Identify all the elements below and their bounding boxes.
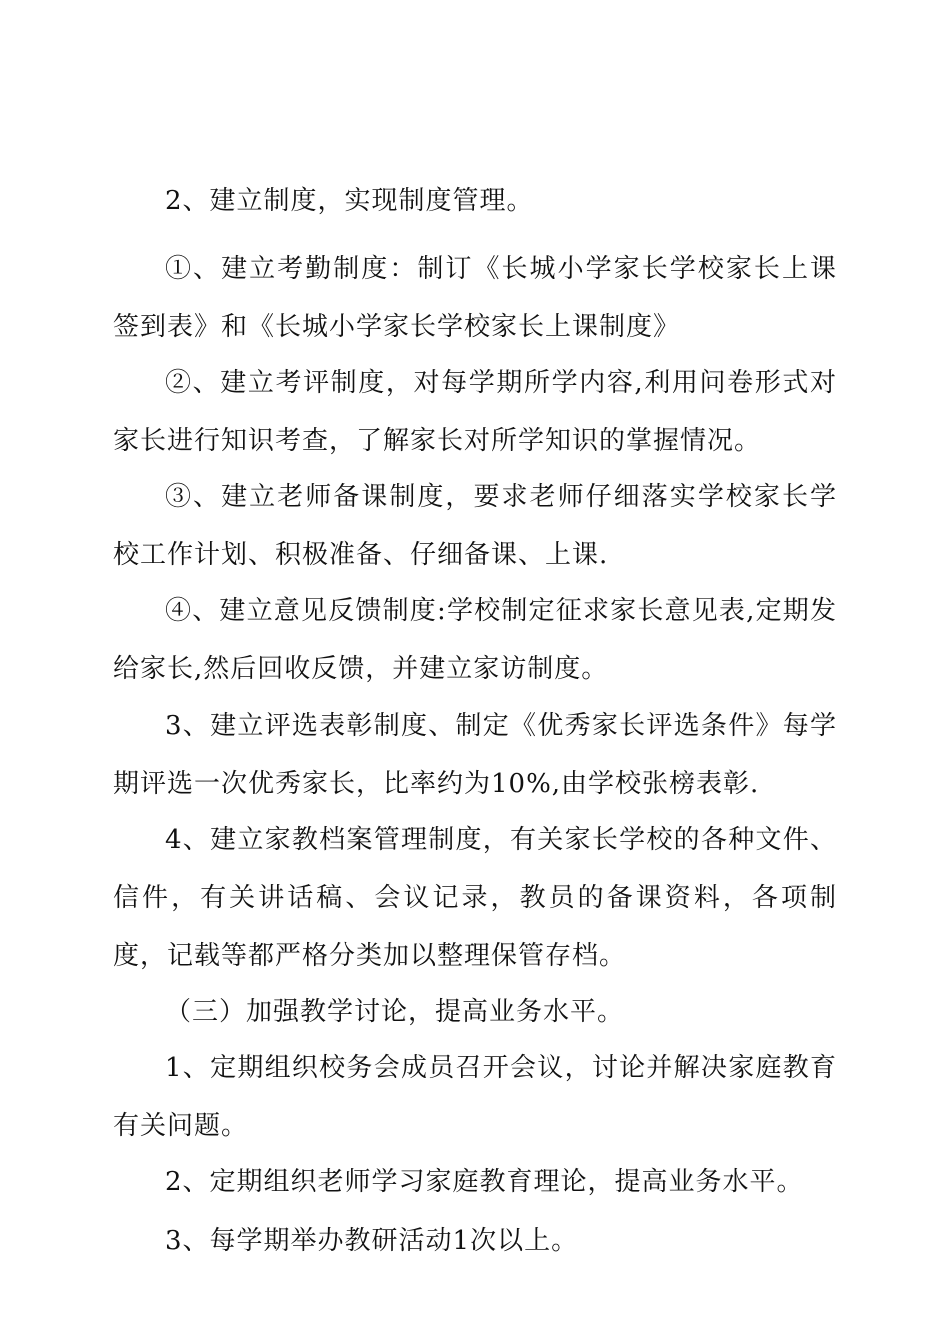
paragraph-meetings: 1、定期组织校务会成员召开会议，讨论并解决家庭教育有关问题。 [113,1053,837,1141]
paragraph-attendance-system: ①、建立考勤制度：制订《长城小学家长学校家长上课签到表》和《长城小学家长学校家长上课制度》 [113,254,837,342]
paragraph-feedback-system: ④、建立意见反馈制度:学校制定征求家长意见表,定期发给家长,然后回收反馈，并建立家访制度。 [113,596,837,684]
paragraph-lesson-prep-system: ③、建立老师备课制度，要求老师仔细落实学校家长学校工作计划、积极准备、仔细备课、上课. [113,482,837,570]
section-heading-teaching: （三）加强教学讨论，提高业务水平。 [165,997,625,1027]
paragraph-commendation-system: 3、建立评选表彰制度、制定《优秀家长评选条件》每学期评选一次优秀家长，比率约为10%,由学校张榜表彰. [113,711,837,799]
paragraph-research-activity: 3、每学期举办教研活动1次以上。 [165,1226,579,1256]
paragraph-archive-system: 4、建立家教档案管理制度，有关家长学校的各种文件、信件，有关讲话稿、会议记录，教员的备课资料，各项制度，记载等都严格分类加以整理保管存档。 [113,825,837,971]
paragraph-evaluation-system: ②、建立考评制度，对每学期所学内容,利用问卷形式对家长进行知识考查，了解家长对所学知识的掌握情况。 [113,368,837,456]
paragraph-system-management: 2、建立制度，实现制度管理。 [165,186,534,216]
paragraph-teacher-study: 2、定期组织老师学习家庭教育理论，提高业务水平。 [165,1167,804,1197]
